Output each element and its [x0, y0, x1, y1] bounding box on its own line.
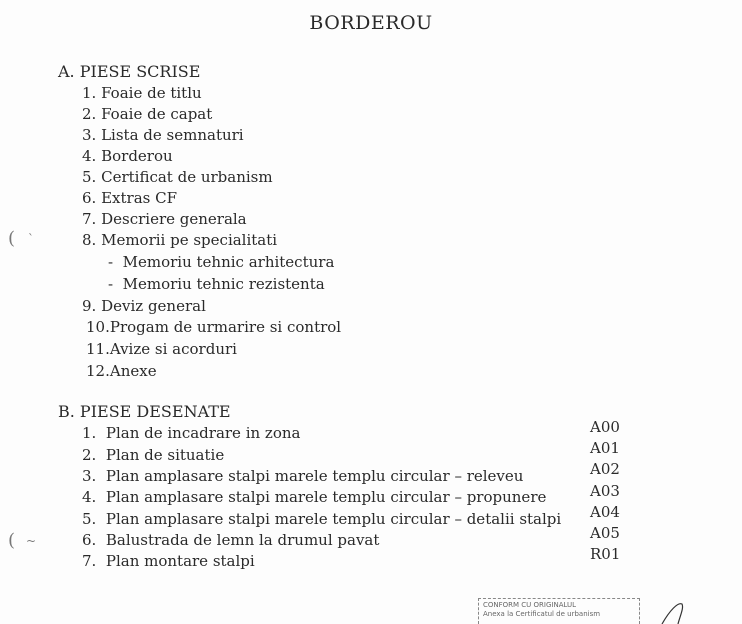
- item-number: 6.: [82, 531, 97, 549]
- item-number: 3.: [82, 126, 97, 144]
- item-number: 10.: [86, 318, 110, 336]
- list-item: [82, 467, 523, 485]
- item-text: Plan amplasare stalpi marele templu circular – propunere: [105, 488, 547, 506]
- drawing-code: A03: [590, 482, 620, 500]
- punch-hole-mark-icon: (: [8, 530, 16, 551]
- item-text: Borderou: [101, 147, 173, 165]
- list-item: [82, 147, 173, 165]
- item-number: 7.: [82, 552, 97, 570]
- item-text: Foaie de titlu: [101, 84, 202, 102]
- item-bullet: -: [108, 275, 114, 293]
- list-item: [82, 126, 244, 144]
- punch-hole-mark-icon: (: [8, 228, 16, 249]
- drawing-code: A05: [590, 524, 620, 542]
- scan-dash-mark-icon: ˋ: [28, 232, 34, 246]
- list-subitem: [108, 275, 325, 293]
- item-text: Extras CF: [101, 189, 177, 207]
- item-text: Foaie de capat: [101, 105, 213, 123]
- item-text: Plan amplasare stalpi marele templu circular – detalii stalpi: [105, 510, 562, 528]
- item-number: 4.: [82, 488, 97, 506]
- list-item: [82, 189, 177, 207]
- item-number: 8.: [82, 231, 97, 249]
- list-item: [82, 552, 255, 570]
- list-item: [86, 318, 341, 336]
- item-number: 11.: [86, 340, 110, 358]
- section-a-heading: A. PIESE SCRISE: [58, 62, 201, 81]
- item-number: 2.: [82, 105, 97, 123]
- item-number: 3.: [82, 467, 97, 485]
- list-item: [82, 84, 202, 102]
- list-item: [82, 231, 277, 249]
- official-stamp: [478, 598, 640, 624]
- item-number: 5.: [82, 510, 97, 528]
- list-item: [82, 105, 212, 123]
- list-item: [82, 510, 561, 528]
- item-text: Memoriu tehnic arhitectura: [122, 253, 335, 271]
- item-number: 1.: [82, 424, 97, 442]
- item-text: Lista de semnaturi: [101, 126, 244, 144]
- list-subitem: [108, 253, 334, 271]
- item-text: Plan de situatie: [105, 446, 225, 464]
- scan-dash-mark-icon: ~: [26, 534, 37, 548]
- list-item: [82, 297, 206, 315]
- item-text: Memorii pe specialitati: [101, 231, 278, 249]
- item-text: Anexe: [109, 362, 157, 380]
- item-text: Certificat de urbanism: [101, 168, 273, 186]
- signature-icon: [660, 600, 700, 624]
- item-text: Avize si acorduri: [109, 340, 237, 358]
- list-item: [86, 362, 157, 380]
- item-number: 2.: [82, 446, 97, 464]
- stamp-line-2: Anexa la Certificatul de urbanism: [483, 610, 601, 618]
- list-item: [86, 340, 237, 358]
- item-text: Plan amplasare stalpi marele templu circular – releveu: [105, 467, 524, 485]
- item-number: 1.: [82, 84, 97, 102]
- section-b-heading: B. PIESE DESENATE: [58, 402, 231, 421]
- item-number: 4.: [82, 147, 97, 165]
- item-number: 9.: [82, 297, 97, 315]
- item-number: 7.: [82, 210, 97, 228]
- list-item: [82, 168, 273, 186]
- item-bullet: -: [108, 253, 114, 271]
- drawing-code: A00: [590, 418, 620, 436]
- item-number: 5.: [82, 168, 97, 186]
- list-item: [82, 424, 300, 442]
- item-text: Descriere generala: [101, 210, 247, 228]
- item-text: Plan montare stalpi: [105, 552, 255, 570]
- document-title: BORDEROU: [309, 12, 433, 34]
- list-item: [82, 446, 224, 464]
- list-item: [82, 488, 546, 506]
- drawing-code: A04: [590, 503, 620, 521]
- drawing-code: A02: [590, 460, 620, 478]
- stamp-line-1: CONFORM CU ORIGINALUL: [483, 601, 577, 609]
- list-item: [82, 531, 379, 549]
- drawing-code: R01: [590, 545, 621, 563]
- item-number: 12.: [86, 362, 110, 380]
- drawing-code: A01: [590, 439, 620, 457]
- list-item: [82, 210, 247, 228]
- item-text: Progam de urmarire si control: [109, 318, 342, 336]
- item-number: 6.: [82, 189, 97, 207]
- item-text: Memoriu tehnic rezistenta: [122, 275, 325, 293]
- item-text: Deviz general: [101, 297, 206, 315]
- item-text: Plan de incadrare in zona: [105, 424, 301, 442]
- item-text: Balustrada de lemn la drumul pavat: [105, 531, 380, 549]
